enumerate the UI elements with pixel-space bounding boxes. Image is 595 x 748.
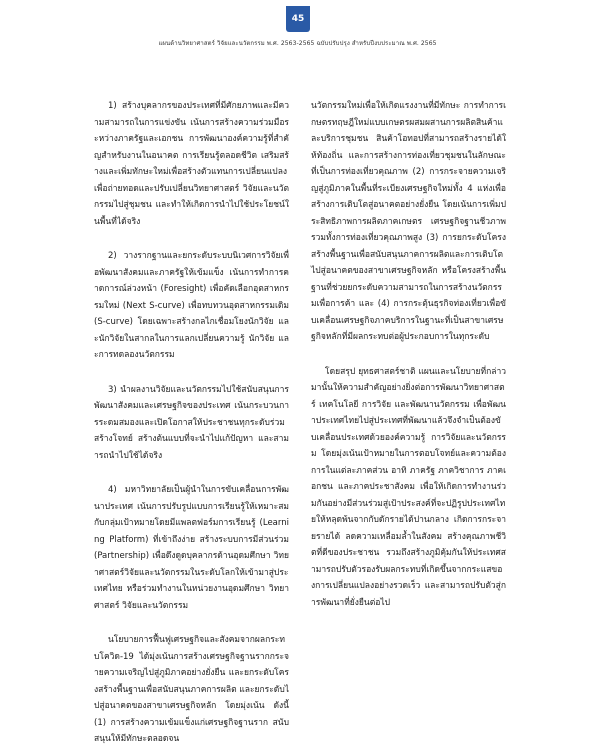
right-column [311,98,506,611]
paragraph-6: นวัตกรรมใหม่เพื่อให้เกิดแรงงานที่มีทักษะ การทำการเกษตรทฤษฎีใหม่แบบเกษตรผสมผสานการผลิตสินค้าและบริการชุมชน สินค้าโอทอปที่สามารถสร้างรายได้ให้ท้องถิ่น และการสร้างการท่องเที่ยวชุมชนในลักษณะที่เป็นการท่องเที่ยวคุณภาพ (2) การกระจายความเจริญสู่ภูมิภาคในพื้นที่ระเบียงเศรษฐกิจใหม่ทั้ง 4 แห่งเพื่อสร้างการเติบโตสู่อนาคตอย่างยั่งยืน โดยเน้นการเพิ่มประสิทธิภาพการผลิตภาคเกษตร เศรษฐกิจฐานชีวภาพ รวมทั้งการท่องเที่ยวคุณภาพสูง (3) การยกระดับโครงสร้างพื้นฐานเพื่อสนับสนุนภาคการผลิตและการเติบโตไปสู่อนาคตของสาขาเศรษฐกิจหลัก หรือโครงสร้างพื้นฐานที่ช่วยยกระดับความสามารถในการสร้างนวัตกรรมเพื่อการค้า และ (4) การกระตุ้นธุรกิจท่องเที่ยวเพื่อขับเคลื่อนเศรษฐกิจภาคบริการในฐานะที่เป็นสาขาเศรษฐกิจหลักที่มีผลกระทบต่อผู้ประกอบการในทุกระดับ [311,101,506,342]
paragraph-1: 1) สร้างบุคลากรของประเทศที่มีศักยภาพและมีความสามารถในการแข่งขัน เน้นการสร้างความร่วมมือระหว่างภาครัฐและเอกชน การพัฒนาองค์ความรู้ที่สำคัญสำหรับงานในอนาคต การเรียนรู้ตลอดชีวิต เสริมสร้างและเพิ่มทักษะใหม่เพื่อสร้างตัวแทนการเปลี่ยนแปลงเพื่อถ่ายทอดและปรับเปลี่ยนวิทยาศาสตร์ วิจัยและนวัตกรรมไปสู่ชุมชน และทำให้เกิดการนำไปใช้ประโยชน์ในพื้นที่ได้จริง [94,101,289,227]
paragraph-5: นโยบายการฟื้นฟูเศรษฐกิจและสังคมจากผลกระทบโควิด-19 ได้มุ่งเน้นการสร้างเศรษฐกิจฐานรากกระจายความเจริญไปสู่ภูมิภาคอย่างยั่งยืน และยกระดับโครงสร้างพื้นฐานเพื่อสนับสนุนภาคการผลิต และยกระดับไปสู่อนาคตของสาขาเศรษฐกิจหลัก โดยมุ่งเน้น ดังนี้ (1) การสร้างความเข้มแข็งแก่เศรษฐกิจฐานราก สนับสนุนให้มีทักษะตลอดจน [94,635,289,744]
paragraph-2: 2) วางรากฐานและยกระดับระบบนิเวศการวิจัยเพื่อพัฒนาสังคมและภาครัฐให้เข้มแข็ง เน้นการทำการคาดการณ์ล่วงหน้า (Foresight) เพื่อคัดเลือกอุตสาหกรรมใหม่ (Next S-curve) เพื่อทบทวนอุตสาหกรรมเดิม (S-curve) โดยเฉพาะสร้างกลไกเชื่อมโยงนักวิจัย และนักวิจัยในสากลในการแลกเปลี่ยนความรู้ นักวิจัย และการทดลองนวัตกรรม [94,251,289,360]
running-header: แผนด้านวิทยาศาสตร์ วิจัยและนวัตกรรม พ.ศ. 2563-2565 ฉบับปรับปรุง สำหรับปีงบประมาณ พ.ศ. 2565 [158,40,437,47]
left-column [94,98,289,748]
paragraph-4: 4) มหาวิทยาลัยเป็นผู้นำในการขับเคลื่อนการพัฒนาประเทศ เน้นการปรับรูปแบบการเรียนรู้ให้เหมาะสมกับกลุ่มเป้าหมายโดยมีแพลตฟอร์มการเรียนรู้ (Learning Platform) ที่เข้าถึงง่าย สร้างระบบการมีส่วนร่วม (Partnership) เพื่อดึงดูดบุคลากรด้านอุดมศึกษา วิทยาศาสตร์วิจัยและนวัตกรรมในระดับโลกให้เข้ามาสู่ประเทศไทย หรือร่วมทำงานในหน่วยงานอุดมศึกษา วิทยาศาสตร์ วิจัยและนวัตกรรม [94,485,289,611]
paragraph-3: 3) นำผลงานวิจัยและนวัตกรรมไปใช้สนับสนุนการพัฒนาสังคมและเศรษฐกิจของประเทศ เน้นกระบวนการระดมสมองและเปิดโอกาสให้ประชาชนทุกระดับร่วมสร้างโจทย์ สร้างต้นแบบที่จะนำไปแก้ปัญหา และสามารถนำไปใช้ได้จริง [94,384,289,461]
page-number: 45 [286,6,310,32]
paragraph-7: โดยสรุป ยุทธศาสตร์ชาติ แผนและนโยบายที่กล่าวมานั้นให้ความสำคัญอย่างยิ่งต่อการพัฒนาวิทยาศาสตร์ เทคโนโลยี การวิจัย และพัฒนานวัตกรรม เพื่อพัฒนาประเทศไทยไปสู่ประเทศที่พัฒนาแล้วจึงจำเป็นต้องขับเคลื่อนประเทศด้วยองค์ความรู้ การวิจัยและนวัตกรรม โดยมุ่งเน้นเป้าหมายในการตอบโจทย์และความต้องการในแต่ละภาคส่วน อาทิ ภาครัฐ ภาควิชาการ ภาคเอกชน และภาคประชาสังคม เพื่อให้เกิดการทำงานร่วมกันอย่างมีส่วนร่วมสู่เป้าประสงค์ที่จะปฏิรูปประเทศไทยให้หลุดพ้นจากกับดักรายได้ปานกลาง เกิดการกระจายรายได้ ลดความเหลื่อมล้ำในสังคม สร้างคุณภาพชีวิตที่ดีของประชาชน รวมถึงสร้างภูมิคุ้มกันให้ประเทศสามารถปรับตัวรองรับผลกระทบที่เกิดขึ้นจากกระแสของการเปลี่ยนแปลงอย่างรวดเร็ว และสามารถปรับตัวสู่การพัฒนาที่ยั่งยืนต่อไป [311,366,506,608]
